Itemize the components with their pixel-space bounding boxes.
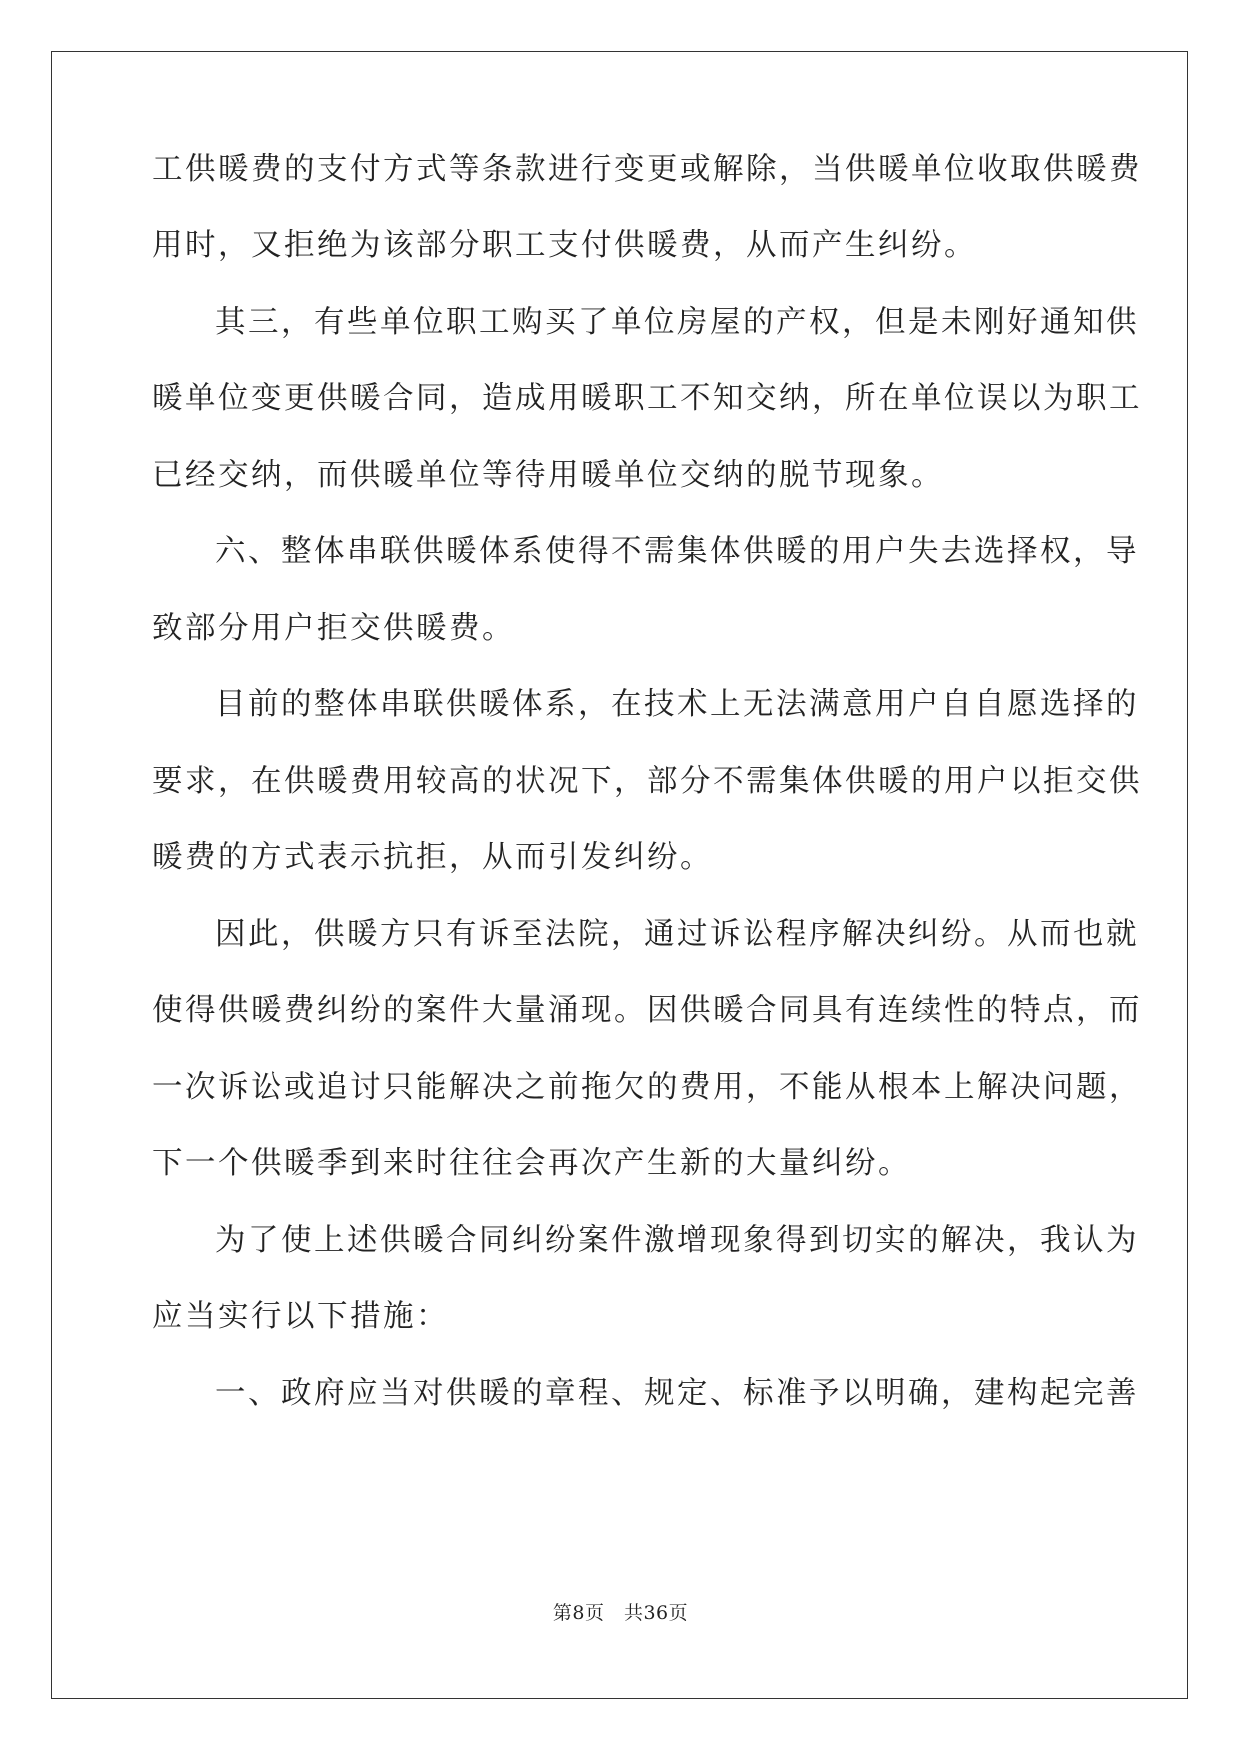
text-line: 致部分用户拒交供暖费。 <box>152 611 515 646</box>
paragraph-start-line: 一、政府应当对供暖的章程、规定、标准予以明确，建构起完善 <box>215 1376 1139 1411</box>
text-line: 应当实行以下措施： <box>152 1299 449 1334</box>
text-line: 已经交纳，而供暖单位等待用暖单位交纳的脱节现象。 <box>152 458 944 493</box>
text-line: 一次诉讼或追讨只能解决之前拖欠的费用，不能从根本上解决问题， <box>152 1070 1142 1105</box>
text-line: 使得供暖费纠纷的案件大量涌现。因供暖合同具有连续性的特点，而 <box>152 993 1142 1028</box>
page-number-footer: 第8页 共36页 <box>552 1602 689 1624</box>
text-line: 要求，在供暖费用较高的状况下，部分不需集体供暖的用户以拒交供 <box>152 764 1142 799</box>
text-line: 下一个供暖季到来时往往会再次产生新的大量纠纷。 <box>152 1146 911 1181</box>
paragraph-start-line: 其三，有些单位职工购买了单位房屋的产权，但是未刚好通知供 <box>215 305 1139 340</box>
text-line: 暖费的方式表示抗拒，从而引发纠纷。 <box>152 840 713 875</box>
text-line: 工供暖费的支付方式等条款进行变更或解除，当供暖单位收取供暖费 <box>152 152 1142 187</box>
text-line: 用时，又拒绝为该部分职工支付供暖费，从而产生纠纷。 <box>152 228 977 263</box>
paragraph-start-line: 为了使上述供暖合同纠纷案件激增现象得到切实的解决，我认为 <box>215 1223 1139 1258</box>
paragraph-start-line: 目前的整体串联供暖体系，在技术上无法满意用户自自愿选择的 <box>215 687 1139 722</box>
paragraph-start-line: 六、整体串联供暖体系使得不需集体供暖的用户失去选择权，导 <box>215 534 1139 569</box>
paragraph-start-line: 因此，供暖方只有诉至法院，通过诉讼程序解决纠纷。从而也就 <box>215 917 1139 952</box>
text-line: 暖单位变更供暖合同，造成用暖职工不知交纳，所在单位误以为职工 <box>152 381 1142 416</box>
